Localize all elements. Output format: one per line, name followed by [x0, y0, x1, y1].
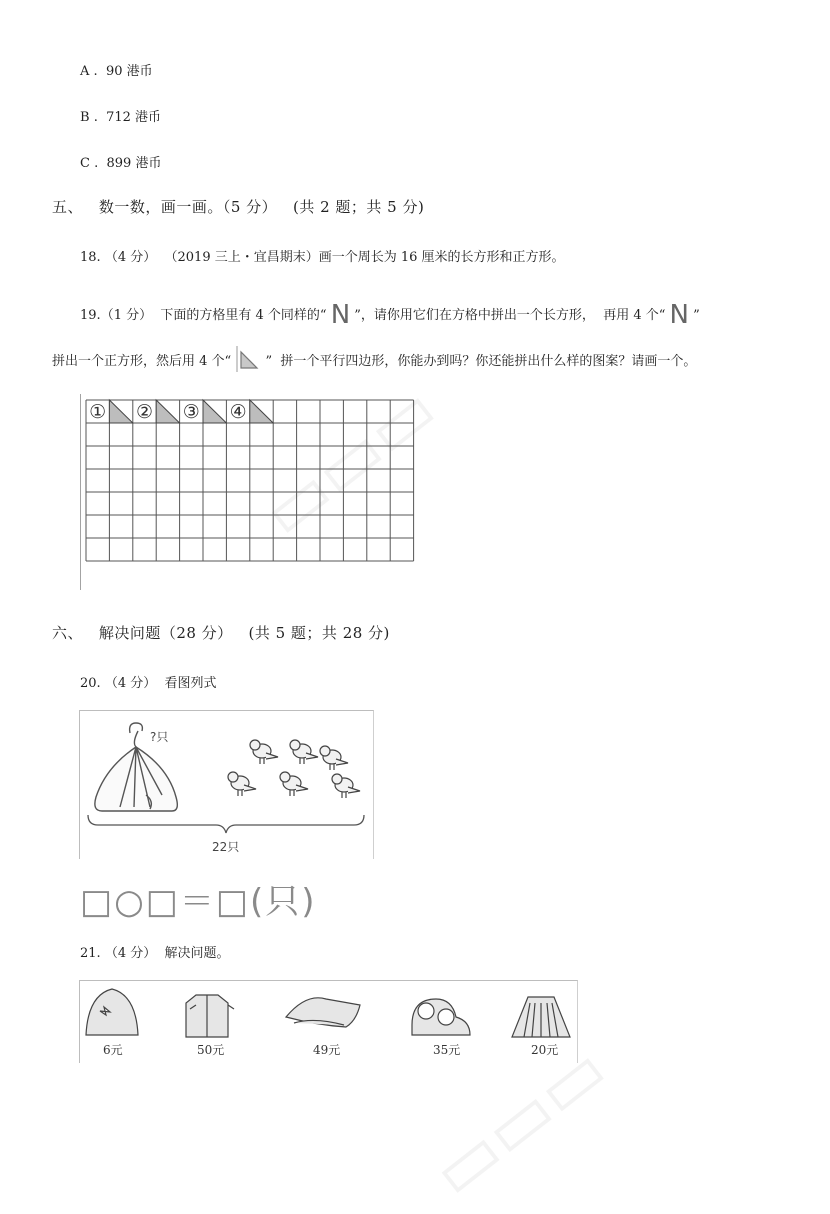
- answer-template: □○□＝□(只): [80, 882, 317, 922]
- jacket-icon: [186, 995, 234, 1037]
- bird-icon: [228, 772, 256, 796]
- option-b: B . 712 港币: [80, 110, 162, 125]
- brace: [88, 815, 364, 833]
- question-19-line1: 19.（1 分） 下面的方格里有 4 个同样的“ N ”，请你用它们在方格中拼出一个长方形， 再用 4 个“ N ”: [80, 300, 700, 330]
- price-shoes: 35元: [433, 1043, 461, 1057]
- bird-icon: [290, 740, 318, 764]
- birds-figure: [79, 710, 374, 859]
- question-18: 18. （4 分） （2019 三上・宜昌期末）画一个周长为 16 厘米的长方形和正方形。: [80, 250, 565, 265]
- option-c: C . 899 港币: [80, 156, 162, 171]
- tile-number-label: ④: [229, 401, 247, 423]
- bird-icon: [320, 746, 348, 770]
- question-21: 21. （4 分） 解决问题。: [80, 946, 230, 961]
- triangle-tile: [250, 400, 273, 423]
- price-hat: 6元: [103, 1043, 123, 1057]
- section-heading-5: 五、 数一数，画一画。（5 分） (共 2 题；共 5 分): [52, 198, 425, 216]
- question-20: 20. （4 分） 看图列式: [80, 676, 217, 691]
- hat-icon: [86, 989, 138, 1035]
- shoes-icon: [412, 999, 470, 1035]
- pants-icon: [286, 998, 360, 1027]
- price-pants: 49元: [313, 1043, 341, 1057]
- question-19-line2: 拼出一个正方形，然后用 4 个“ ” 拼一个平行四边形，你能办到吗？你还能拼出什么样的图案？请画一个。: [52, 346, 696, 372]
- price-skirt: 20元: [531, 1043, 559, 1057]
- skirt-icon: [512, 997, 570, 1037]
- triangle-tile-icon: [235, 346, 261, 372]
- bird-icon: [332, 774, 360, 798]
- tile-number-label: ①: [89, 401, 107, 423]
- bag-count-label: ?只: [150, 730, 169, 744]
- triangle-tile: [203, 400, 226, 423]
- section-heading-6: 六、 解决问题（28 分） (共 5 题；共 28 分): [52, 624, 390, 642]
- total-count-label: 22只: [212, 840, 240, 854]
- bird-icon: [250, 740, 278, 764]
- tile-grid[interactable]: [80, 394, 420, 590]
- price-jacket: 50元: [197, 1043, 225, 1057]
- option-a: A . 90 港币: [80, 64, 153, 79]
- tile-number-label: ②: [135, 401, 154, 423]
- triangle-tile: [156, 400, 179, 423]
- n-shape-icon: N: [669, 300, 689, 330]
- n-shape-icon: N: [330, 300, 351, 330]
- tile-number-label: ③: [182, 401, 200, 423]
- bird-icon: [280, 772, 308, 796]
- triangle-tile: [109, 400, 132, 423]
